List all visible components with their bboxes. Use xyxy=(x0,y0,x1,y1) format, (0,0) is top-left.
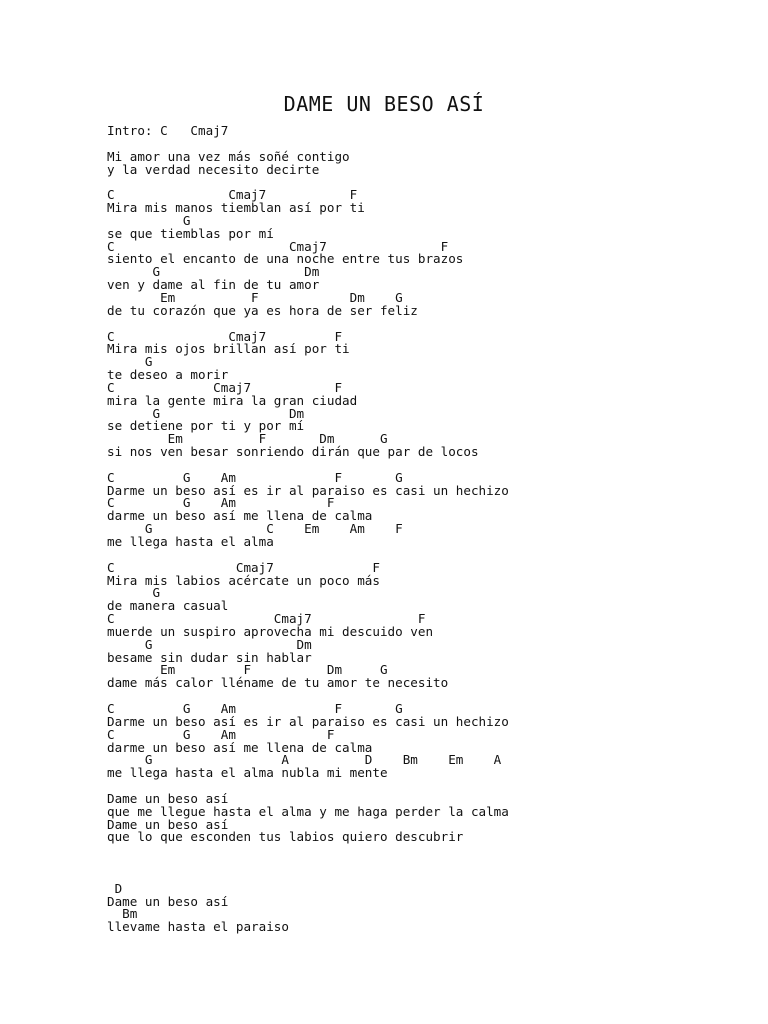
sheet-line: C G Am F xyxy=(107,495,335,511)
sheet-line: C Cmaj7 F xyxy=(107,611,426,627)
sheet-line xyxy=(107,870,747,883)
sheet-line: G Dm xyxy=(107,405,305,421)
sheet-line: si nos ven besar sonriendo dirán que par de locos xyxy=(107,444,479,460)
sheet-line: dame más calor lléname de tu amor te necesito xyxy=(107,675,449,691)
sheet-line: C G Am F G xyxy=(107,469,403,485)
sheet-line: C G Am F G xyxy=(107,700,403,716)
sheet-line: G Dm xyxy=(107,264,320,280)
sheet-line: Mira mis manos tiemblan así por ti xyxy=(107,200,365,216)
sheet-line: G xyxy=(107,212,191,228)
sheet-line: C Cmaj7 F xyxy=(107,238,449,254)
sheet-line: C G Am F xyxy=(107,726,335,742)
sheet-line: Em F Dm G xyxy=(107,662,388,678)
sheet-line: Darme un beso así es ir al paraiso es casi un hechizo xyxy=(107,482,509,498)
sheet-line: C Cmaj7 F xyxy=(107,187,358,203)
sheet-line: de tu corazón que ya es hora de ser feliz xyxy=(107,302,418,318)
sheet-line: Em F Dm G xyxy=(107,289,403,305)
sheet-line: Dame un beso así xyxy=(107,893,229,909)
sheet-line: se que tiemblas por mí xyxy=(107,225,274,241)
sheet-line: Bm xyxy=(107,906,138,922)
sheet-line: que lo que esconden tus labios quiero descubrir xyxy=(107,829,464,845)
sheet-line: besame sin dudar sin hablar xyxy=(107,649,312,665)
sheet-line: C Cmaj7 F xyxy=(107,379,343,395)
sheet-line: D xyxy=(107,880,123,896)
chord-sheet xyxy=(107,125,747,934)
sheet-line: mira la gente mira la gran ciudad xyxy=(107,392,358,408)
sheet-line: me llega hasta el alma xyxy=(107,534,274,549)
sheet-line: G A D Bm Em A xyxy=(107,752,502,768)
sheet-line: Dame un beso así xyxy=(107,790,229,806)
sheet-line: siento el encanto de una noche entre tus brazos xyxy=(107,251,464,267)
sheet-line: Mi amor una vez más soñé contigo xyxy=(107,148,350,164)
sheet-line: llevame hasta el paraiso xyxy=(107,919,289,935)
sheet-line: de manera casual xyxy=(107,598,229,614)
sheet-line: Intro: C Cmaj7 xyxy=(107,123,229,138)
sheet-line: Darme un beso así es ir al paraiso es casi un hechizo xyxy=(107,713,509,729)
sheet-line xyxy=(107,857,747,870)
sheet-line: que me llegue hasta el alma y me haga perder la calma xyxy=(107,803,509,819)
song-title: DAME UN BESO ASÍ xyxy=(283,92,485,116)
sheet-line: G Dm xyxy=(107,636,312,652)
sheet-line: G C Em Am F xyxy=(107,521,403,537)
sheet-line: Mira mis labios acércate un poco más xyxy=(107,572,380,588)
sheet-line: muerde un suspiro aprovecha mi descuido ven xyxy=(107,623,434,639)
sheet-line: Em F Dm G xyxy=(107,431,388,447)
sheet-line xyxy=(107,844,747,857)
sheet-line: y la verdad necesito decirte xyxy=(107,161,320,177)
sheet-line: Mira mis ojos brillan así por ti xyxy=(107,341,350,357)
sheet-line: ven y dame al fin de tu amor xyxy=(107,277,320,293)
sheet-line: me llega hasta el alma nubla mi mente xyxy=(107,765,388,781)
sheet-line: C Cmaj7 F xyxy=(107,559,380,575)
sheet-line: G xyxy=(107,585,161,601)
sheet-line: se detiene por ti y por mí xyxy=(107,418,305,434)
sheet-line: G xyxy=(107,354,153,370)
sheet-line: darme un beso así me llena de calma xyxy=(107,508,373,524)
sheet-line: C Cmaj7 F xyxy=(107,328,343,344)
sheet-line: te deseo a morir xyxy=(107,367,229,383)
sheet-line: Dame un beso así xyxy=(107,816,229,832)
sheet-line: darme un beso así me llena de calma xyxy=(107,739,373,755)
